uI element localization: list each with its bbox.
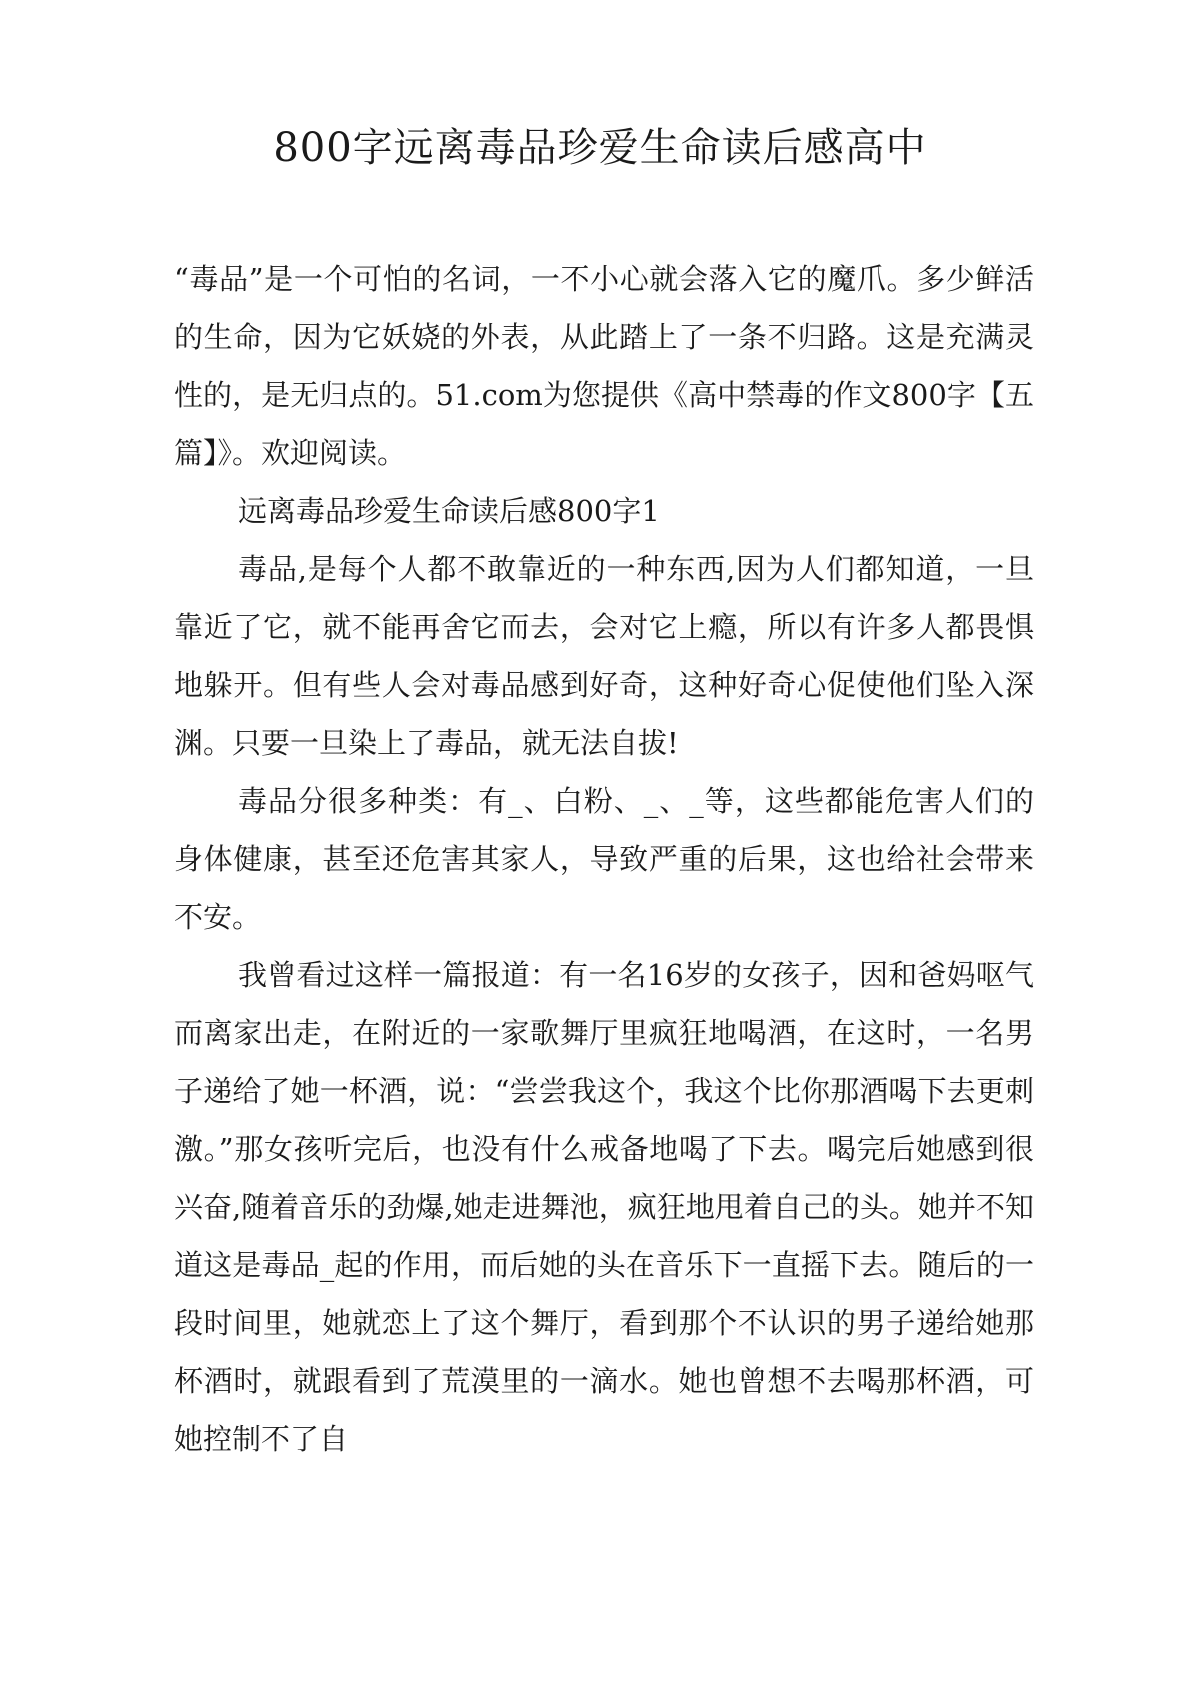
section-heading: 远离毒品珍爱生命读后感800字1 — [238, 494, 660, 528]
body-paragraph: 毒品分很多种类：有_、白粉、_、_等，这些都能危害人们的身体健康，甚至还危害其家人，导致严重的后果，这也给社会带来不安。 — [174, 784, 1034, 934]
body-paragraph: 毒品,是每个人都不敢靠近的一种东西,因为人们都知道，一旦靠近了它，就不能再舍它而去，会对它上瘾，所以有许多人都畏惧地躲开。但有些人会对毒品感到好奇，这种好奇心促使他们坠入深渊。只要一旦染上了毒品，就无法自拔! — [174, 552, 1034, 760]
document-body — [174, 250, 1034, 1468]
intro-paragraph: “毒品”是一个可怕的名词，一不小心就会落入它的魔爪。多少鲜活的生命，因为它妖娆的外表，从此踏上了一条不归路。这是充满灵性的，是无归点的。51.com为您提供《高中禁毒的作文800字【五篇】》。欢迎阅读。 — [174, 262, 1034, 470]
body-paragraph: 我曾看过这样一篇报道：有一名16岁的女孩子，因和爸妈呕气而离家出走，在附近的一家歌舞厅里疯狂地喝酒，在这时，一名男子递给了她一杯酒，说：“尝尝我这个，我这个比你那酒喝下去更刺激。”那女孩听完后，也没有什么戒备地喝了下去。喝完后她感到很兴奋,随着音乐的劲爆,她走进舞池，疯狂地甩着自己的头。她并不知道这是毒品_起的作用，而后她的头在音乐下一直摇下去。随后的一段时间里，她就恋上了这个舞厅，看到那个不认识的男子递给她那杯酒时，就跟看到了荒漠里的一滴水。她也曾想不去喝那杯酒，可她控制不了自 — [174, 958, 1034, 1456]
document-title: 800字远离毒品珍爱生命读后感高中 — [273, 125, 927, 171]
